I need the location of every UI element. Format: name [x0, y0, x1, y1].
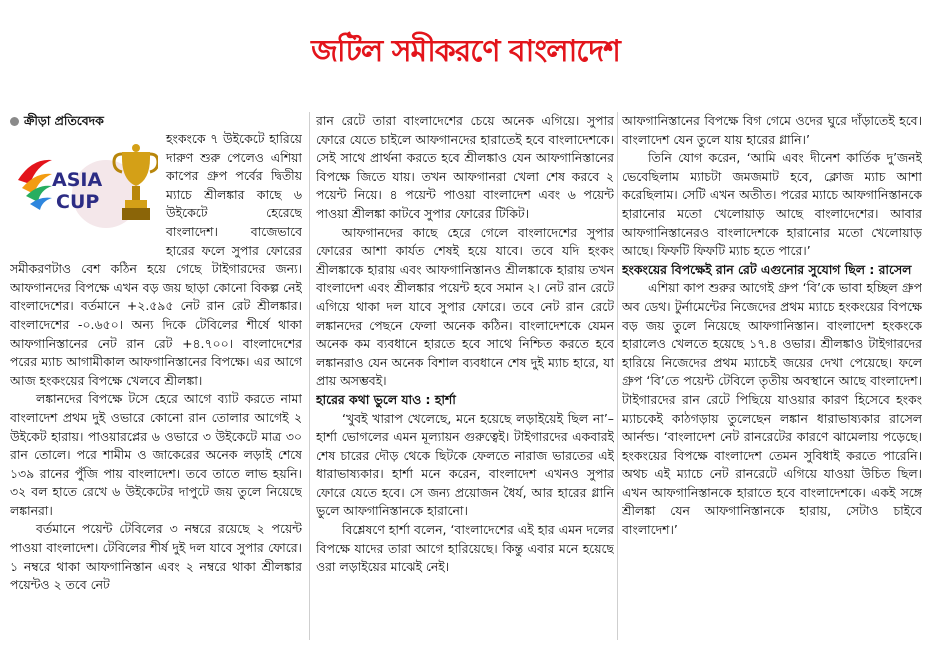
- logo-line2: CUP: [56, 191, 100, 213]
- paragraph: ‘খুবই খারাপ খেলেছে, মনে হয়েছে লড়াইয়েই ছিল না’– হার্শা ভোগলের এমন মূল্যায়ন গুরুত্বেই। টাইগারদের একবারই শেষ চারের দৌড় থেকে ছিটকে ফেলতে নারাজ ভারতের এই ধারাভাষ্যকার। হার্শা মনে করেন, বাংলাদেশ এখনও সুপার ফোরে যেতে হবে। সে জন্য প্রয়োজন ধৈর্য, আর হারের গ্লানি ভুলে আফগানিস্তানকে হারানো।: [316, 410, 614, 519]
- paragraph: আফগানদের কাছে হেরে গেলে বাংলাদেশের সুপার ফোরের আশা কার্যত শেষই হয়ে যাবে। তবে যদি হংকং শ্রীলঙ্কাকে হারায় এবং আফগানিস্তানও শ্রীলঙ্কাকে হারায় তখন বাংলাদেশ এবং শ্রীলঙ্কার পয়েন্ট হবে সমান ২। নেট রান রেটে এগিয়ে থাকা দল যাবে সুপার ফোরে। তবে নেট রান রেটে লঙ্কানদের পেছনে ফেলা অনেক কঠিন। বাংলাদেশকে যেমন অনেক কম ব্যবধানে হারতে হবে সাথে নিশ্চিত করতে হবে লঙ্কানরাও যেন অনেক বিশাল ব্যবধানে শেষ দুই ম্যাচ হারে, যা প্রায় অসম্ভবই।: [316, 224, 614, 389]
- byline: [10, 112, 302, 130]
- paragraph: আফগানিস্তানের বিপক্ষে বিগ গেমে ওদের ঘুরে দাঁড়াতেই হবে। বাংলাদেশ যেন তুলে যায় হারের গ্লানি।’: [622, 113, 922, 147]
- article-column-3: [622, 112, 922, 640]
- column-divider: [617, 112, 618, 640]
- paragraph: লঙ্কানদের বিপক্ষে টসে হেরে আগে ব্যাট করতে নামা বাংলাদেশ প্রথম দুই ওভারে কোনো রান তোলার আগেই ২ উইকেট হারায়। পাওয়ারপ্লের ৬ ওভারে ৩ উইকেটে মাত্র ৩০ রান তোলে। পরে শামীম ও জাকেরের অনেক লড়াই শেষে ১৩৯ রানের পুঁজি পায় বাংলাদেশ। তবে তাতে লাভ হয়নি। ৩২ বল হাতে রেখে ৬ উইকেটের দাপুটে জয় তুলে নিয়েছে লঙ্কানরা।: [10, 391, 302, 518]
- article-column-1: [10, 112, 302, 640]
- paragraph: হংকংকে ৭ উইকেটে হারিয়ে দারুণ শুরু পেলেও এশিয়া কাপের গ্রুপ পর্বের দ্বিতীয় ম্যাচে শ্রীলঙ্কার কাছে ৬ উইকেটে হেরেছে বাংলাদেশ। বাজেভাবে হারের ফলে সুপার ফোরের সমীকরণটাও বেশ কঠিন হয়ে গেছে টাইগারদের জন্য। আফগানদের বিপক্ষে এখন বড় জয় ছাড়া কোনো বিকল্প নেই বাংলাদেশের। বর্তমানে +২.৫৯৫ নেট রান রেট শ্রীলঙ্কার। বাংলাদেশের -০.৬৫০। অন্য দিকে টেবিলের শীর্ষে থাকা আফগানিস্তানের নেট রান রেট +৪.৭০০। বাংলাদেশের পরের ম্যাচ আগামীকাল আফগানিস্তানের বিপক্ষে। এর আগে আজ হংকংয়ের বিপক্ষে খেলবে শ্রীলঙ্কা।: [10, 131, 302, 388]
- column-divider: [309, 112, 310, 640]
- asia-cup-logo: [10, 134, 158, 242]
- paragraph: রান রেটে তারা বাংলাদেশের চেয়ে অনেক এগিয়ে। সুপার ফোরে যেতে চাইলে আফগানদের হারাতেই হবে বাংলাদেশকে। সেই সাথে প্রার্থনা করতে হবে শ্রীলঙ্কাও যেন আফগানিস্তানের বিপক্ষে জিতে যায়। তখন আফগানরা খেলা শেষ করবে ২ পয়েন্ট নিয়ে। ৪ পয়েন্ট পাওয়া বাংলাদেশ এবং ৬ পয়েন্ট পাওয়া শ্রীলঙ্কা কাটবে সুপার ফোরের টিকিট।: [316, 113, 614, 221]
- byline-text: ক্রীড়া প্রতিবেদক: [24, 112, 104, 128]
- paragraph: বিশ্লেষণে হার্শা বলেন, ‘বাংলাদেশের এই হার এমন দলের বিপক্ষে যাদের তারা আগে হারিয়েছে। কিন্তু এবার মনে হয়েছে ওরা লড়াইয়ের মাঝেই নেই।: [316, 522, 614, 575]
- paragraph: বর্তমানে পয়েন্ট টেবিলের ৩ নম্বরে রয়েছে ২ পয়েন্ট পাওয়া বাংলাদেশ। টেবিলের শীর্ষ দুই দল যাবে সুপার ফোরে। ১ নম্বরে থাকা আফগানিস্তান এবং ২ নম্বরে থাকা শ্রীলঙ্কার পয়েন্টও ২ তবে নেট: [10, 521, 302, 593]
- subheading: হংকংয়ের বিপক্ষেই রান রেট এগুনোর সুযোগ ছিল : রাসেল: [622, 261, 912, 277]
- asia-cup-trophy-logo-icon: [10, 134, 158, 240]
- subheading: হারের কথা ভুলে যাও : হার্শা: [316, 391, 456, 407]
- paragraph: তিনি যোগ করেন, ‘আমি এবং দীনেশ কার্তিক দু’জনই ভেবেছিলাম ম্যাচটা জমজমাট হবে, ক্লোজ ম্যাচ আশা করেছিলাম। সেটি এখন অতীত। পরের ম্যাচে আফগানিস্তানকে হারানোর মতো খেলোয়াড় আছে বাংলাদেশের। আবার আফগানিস্তানেরও বাংলাদেশকে হারানোর মতো খেলোয়াড় আছে। ফিফটি ফিফটি ম্যাচ হতে পারে।’: [622, 150, 922, 259]
- paragraph: এশিয়া কাপ শুরুর আগেই গ্রুপ ‘বি’কে ভাবা হচ্ছিল গ্রুপ অব ডেথ। টুর্নামেন্টের নিজেদের প্রথম ম্যাচে হংকংয়ের বিপক্ষে বড় জয় তুলে নিয়েছে আফগানিস্তান। বাংলাদেশ হংকংকে হারালেও খেলতে হয়েছে ১৭.৪ ওভার। শ্রীলঙ্কাও টাইগারদের হারিয়ে নিজেদের প্রথম ম্যাচেই জয়ের দেখা পেয়েছে। ফলে গ্রুপ ‘বি’তে পয়েন্ট টেবিলে তৃতীয় অবস্থানে আছে বাংলাদেশ। টাইগারদের রান রেটে পিছিয়ে যাওয়ার কারণ হিসেবে হংকং ম্যাচকেই কাঠগড়ায় তুলেছেন লঙ্কান ধারাভাষ্যকার রাসেল আর্নল্ড। ‘বাংলাদেশ নেট রানরেটের কারণে ঝামেলায় পড়েছে। হংকংয়ের বিপক্ষে বাংলাদেশ তেমন সুবিধাই করতে পারেনি। অথচ এই ম্যাচে নেট রানরেটে এগিয়ে যাওয়া উচিত ছিল। এখন আফগানিস্তানকে হারাতে হবে বাংলাদেশকে। একই সঙ্গে শ্রীলঙ্কা যেন আফগানিস্তানকে হারায়, সেটাও চাইবে বাংলাদেশ।’: [622, 280, 922, 538]
- bullet-dot-icon: [10, 117, 19, 126]
- headline: জটিল সমীকরণে বাংলাদেশ: [311, 34, 620, 69]
- article-column-2: [316, 112, 614, 640]
- logo-line1: ASIA: [52, 169, 103, 191]
